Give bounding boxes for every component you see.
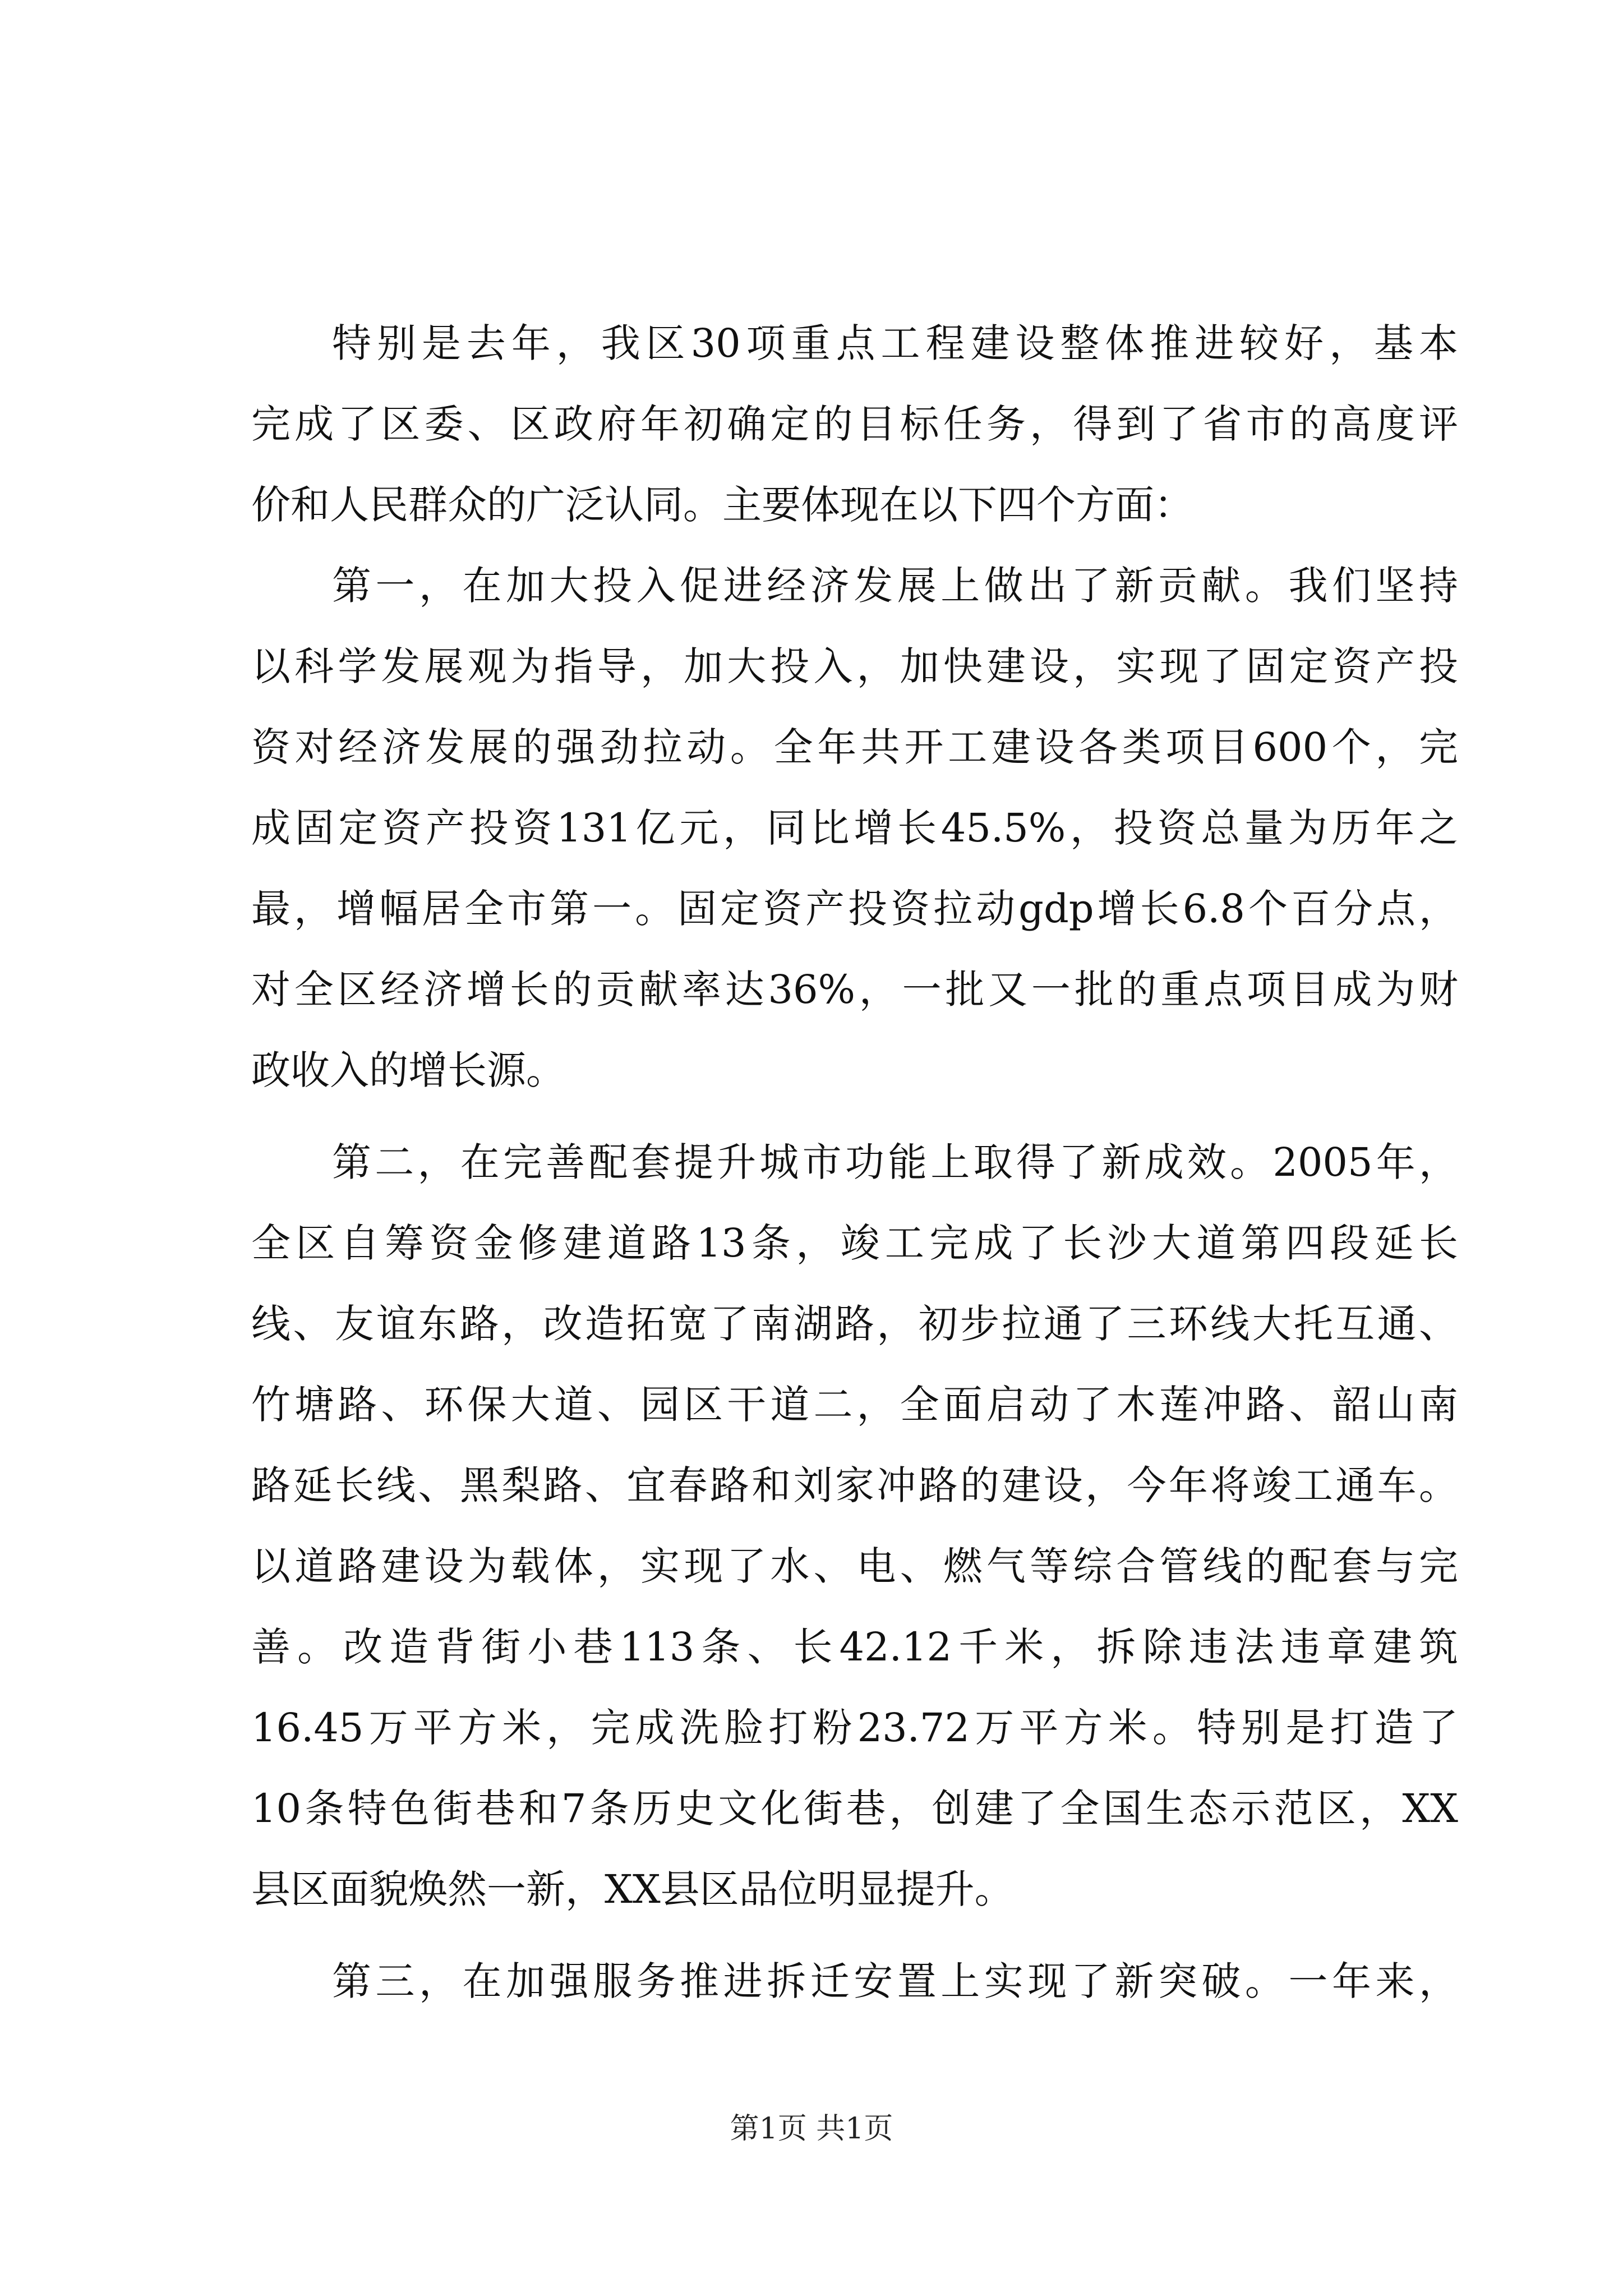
paragraph-4-line-1: 第三，在加强服务推进拆迁安置上实现了新突破。一年来， (332, 1958, 1458, 2004)
paragraph-3-line-1: 第二，在完善配套提升城市功能上取得了新成效。2005年， (332, 1139, 1458, 1185)
paragraph-3-line-10: 县区面貌焕然一新，XX县区品位明显提升。 (251, 1866, 1014, 1912)
paragraph-1-line-2: 完成了区委、区政府年初确定的目标任务，得到了省市的高度评 (251, 401, 1458, 447)
paragraph-2-line-1: 第一，在加大投入促进经济发展上做出了新贡献。我们坚持 (332, 563, 1458, 609)
page-footer (0, 2109, 1623, 2148)
paragraph-2-line-7: 政收入的增长源。 (251, 1047, 565, 1093)
paragraph-3-line-7: 善。改造背街小巷113条、长42.12千米，拆除违法违章建筑 (251, 1624, 1458, 1670)
page-number-label: 第1页 共1页 (730, 2112, 893, 2146)
paragraph-2-line-5: 最，增幅居全市第一。固定资产投资拉动gdp增长6.8个百分点， (251, 886, 1458, 932)
paragraph-2-line-4: 成固定资产投资131亿元，同比增长45.5%，投资总量为历年之 (251, 805, 1458, 851)
paragraph-3-line-9: 10条特色街巷和7条历史文化街巷，创建了全国生态示范区，XX (251, 1786, 1458, 1832)
paragraph-3-line-5: 路延长线、黑梨路、宜春路和刘家冲路的建设，今年将竣工通车。 (251, 1462, 1458, 1508)
paragraph-3-line-2: 全区自筹资金修建道路13条，竣工完成了长沙大道第四段延长 (251, 1220, 1458, 1266)
paragraph-2-line-6: 对全区经济增长的贡献率达36%，一批又一批的重点项目成为财 (251, 967, 1458, 1013)
paragraph-3-line-4: 竹塘路、环保大道、园区干道二，全面启动了木莲冲路、韶山南 (251, 1382, 1458, 1428)
paragraph-1-line-1: 特别是去年，我区30项重点工程建设整体推进较好，基本 (332, 320, 1458, 366)
paragraph-3-line-3: 线、友谊东路，改造拓宽了南湖路，初步拉通了三环线大托互通、 (251, 1301, 1458, 1347)
document-body (251, 303, 1458, 2022)
paragraph-1-line-3: 价和人民群众的广泛认同。主要体现在以下四个方面： (251, 482, 1193, 528)
paragraph-2-line-3: 资对经济发展的强劲拉动。全年共开工建设各类项目600个，完 (251, 724, 1458, 770)
paragraph-3-line-8: 16.45万平方米，完成洗脸打粉23.72万平方米。特别是打造了 (251, 1705, 1458, 1751)
paragraph-2-line-2: 以科学发展观为指导，加大投入，加快建设，实现了固定资产投 (251, 643, 1458, 689)
paragraph-3-line-6: 以道路建设为载体，实现了水、电、燃气等综合管线的配套与完 (251, 1543, 1458, 1589)
